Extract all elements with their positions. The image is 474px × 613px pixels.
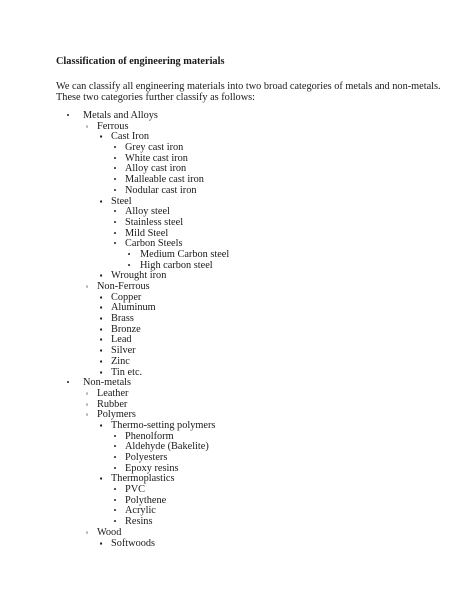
bullet-icon: ▪ <box>99 271 103 281</box>
outline-item-label: Steel <box>111 195 132 207</box>
outline-item-label: Tin etc. <box>111 366 143 378</box>
outline-item-label: Grey cast iron <box>125 142 184 154</box>
outline-item-label: Phenolform <box>125 430 174 442</box>
bullet-icon: ◦ <box>85 121 89 131</box>
bullet-icon: ▪ <box>99 420 103 430</box>
outline-item-label: Non-Ferrous <box>97 281 150 292</box>
bullet-icon: • <box>113 217 117 227</box>
bullet-icon: ▪ <box>99 132 103 142</box>
bullet-icon: • <box>113 506 117 516</box>
bullet-icon: ◦ <box>85 282 89 291</box>
intro-paragraph <box>56 82 456 103</box>
bullet-icon: ▪ <box>99 292 103 302</box>
outline-item-label: Brass <box>111 313 134 325</box>
bullet-icon: ▪ <box>99 335 103 345</box>
outline-item-label: Silver <box>111 345 136 357</box>
bullet-icon: • <box>113 463 117 473</box>
bullet-icon: ▪ <box>99 314 103 324</box>
outline-item-label: Ferrous <box>97 120 129 132</box>
outline-item-label: Aluminum <box>111 302 156 314</box>
bullet-icon: • <box>113 143 117 153</box>
outline-item-label: Carbon Steels <box>125 238 183 250</box>
outline-item-label: Mild Steel <box>125 227 169 239</box>
bullet-icon: • <box>113 442 117 452</box>
outline-item-label: Softwoods <box>111 537 156 549</box>
bullet-icon: • <box>113 175 117 185</box>
outline-item-label: Polymers <box>97 409 136 421</box>
bullet-icon: • <box>113 485 117 495</box>
bullet-icon: ◦ <box>85 527 89 537</box>
bullet-icon: ◦ <box>85 388 89 398</box>
outline-item-label: Polythene <box>125 494 167 506</box>
bullet-icon: • <box>66 378 70 388</box>
bullet-icon: ▪ <box>99 538 103 548</box>
bullet-icon: • <box>113 431 117 441</box>
bullet-icon: • <box>127 249 131 259</box>
bullet-icon: ▪ <box>99 356 103 366</box>
outline-item-label: Aldehyde (Bakelite) <box>125 441 209 453</box>
outline-item-label: High carbon steel <box>140 259 213 271</box>
bullet-icon: • <box>113 185 117 195</box>
bullet-icon: ◦ <box>85 399 89 409</box>
bullet-icon: • <box>113 239 117 249</box>
bullet-icon: • <box>113 153 117 163</box>
outline-item-label: Bronze <box>111 323 141 335</box>
outline-item-label: Leather <box>97 387 129 399</box>
bullet-icon: ▪ <box>99 367 103 377</box>
outline-item-label: Resins <box>125 516 153 528</box>
document-title: Classification of engineering materials <box>56 56 225 67</box>
outline-item-label: Alloy steel <box>125 206 170 218</box>
bullet-icon: ▪ <box>99 324 103 334</box>
intro-line-2: These two categories further classify as follows: <box>56 91 256 103</box>
bullet-icon: • <box>113 495 117 505</box>
bullet-icon: ▪ <box>99 474 103 484</box>
bullet-icon: ◦ <box>85 410 89 420</box>
outline-item-label: Thermo-setting polymers <box>111 419 216 431</box>
outline-item-label: White cast iron <box>125 152 188 164</box>
bullet-icon: • <box>113 164 117 174</box>
outline-item-label: Thermoplastics <box>111 473 175 485</box>
outline-item-label: Alloy cast iron <box>125 163 187 175</box>
outline-item-label: Rubber <box>97 398 128 410</box>
bullet-icon: • <box>113 453 117 462</box>
bullet-icon: ▪ <box>99 196 103 206</box>
bullet-icon: • <box>113 228 117 238</box>
outline-item-label: Lead <box>111 334 132 346</box>
bullet-icon: • <box>66 111 70 120</box>
bullet-icon: • <box>113 517 117 527</box>
outline-item-label: Epoxy resins <box>125 462 179 474</box>
bullet-icon: • <box>127 260 131 270</box>
outline-item-label: Acrylic <box>125 505 156 517</box>
bullet-icon: ▪ <box>99 303 103 313</box>
outline-item-label: Polyesters <box>125 452 168 463</box>
bullet-icon: ▪ <box>99 346 103 356</box>
outline-item-label: Medium Carbon steel <box>140 248 230 260</box>
outline-item-label: Malleable cast iron <box>125 174 204 186</box>
outline-item-label: Copper <box>111 291 142 303</box>
outline-item-label: Cast Iron <box>111 131 150 143</box>
outline-item-label: Stainless steel <box>125 216 184 228</box>
outline-item-label: Wood <box>97 526 122 538</box>
intro-line-1: We can classify all engineering materials into two broad categories of metals and non-metals. <box>56 81 441 92</box>
bullet-icon: • <box>113 207 117 217</box>
outline-item-label: PVC <box>125 484 146 496</box>
outline-item-label: Zinc <box>111 355 130 367</box>
outline-item-label: Non-metals <box>83 377 132 389</box>
outline-item-label: Nodular cast iron <box>125 184 197 196</box>
outline-item-label: Wrought iron <box>111 270 167 282</box>
outline-item-label: Metals and Alloys <box>83 110 158 121</box>
